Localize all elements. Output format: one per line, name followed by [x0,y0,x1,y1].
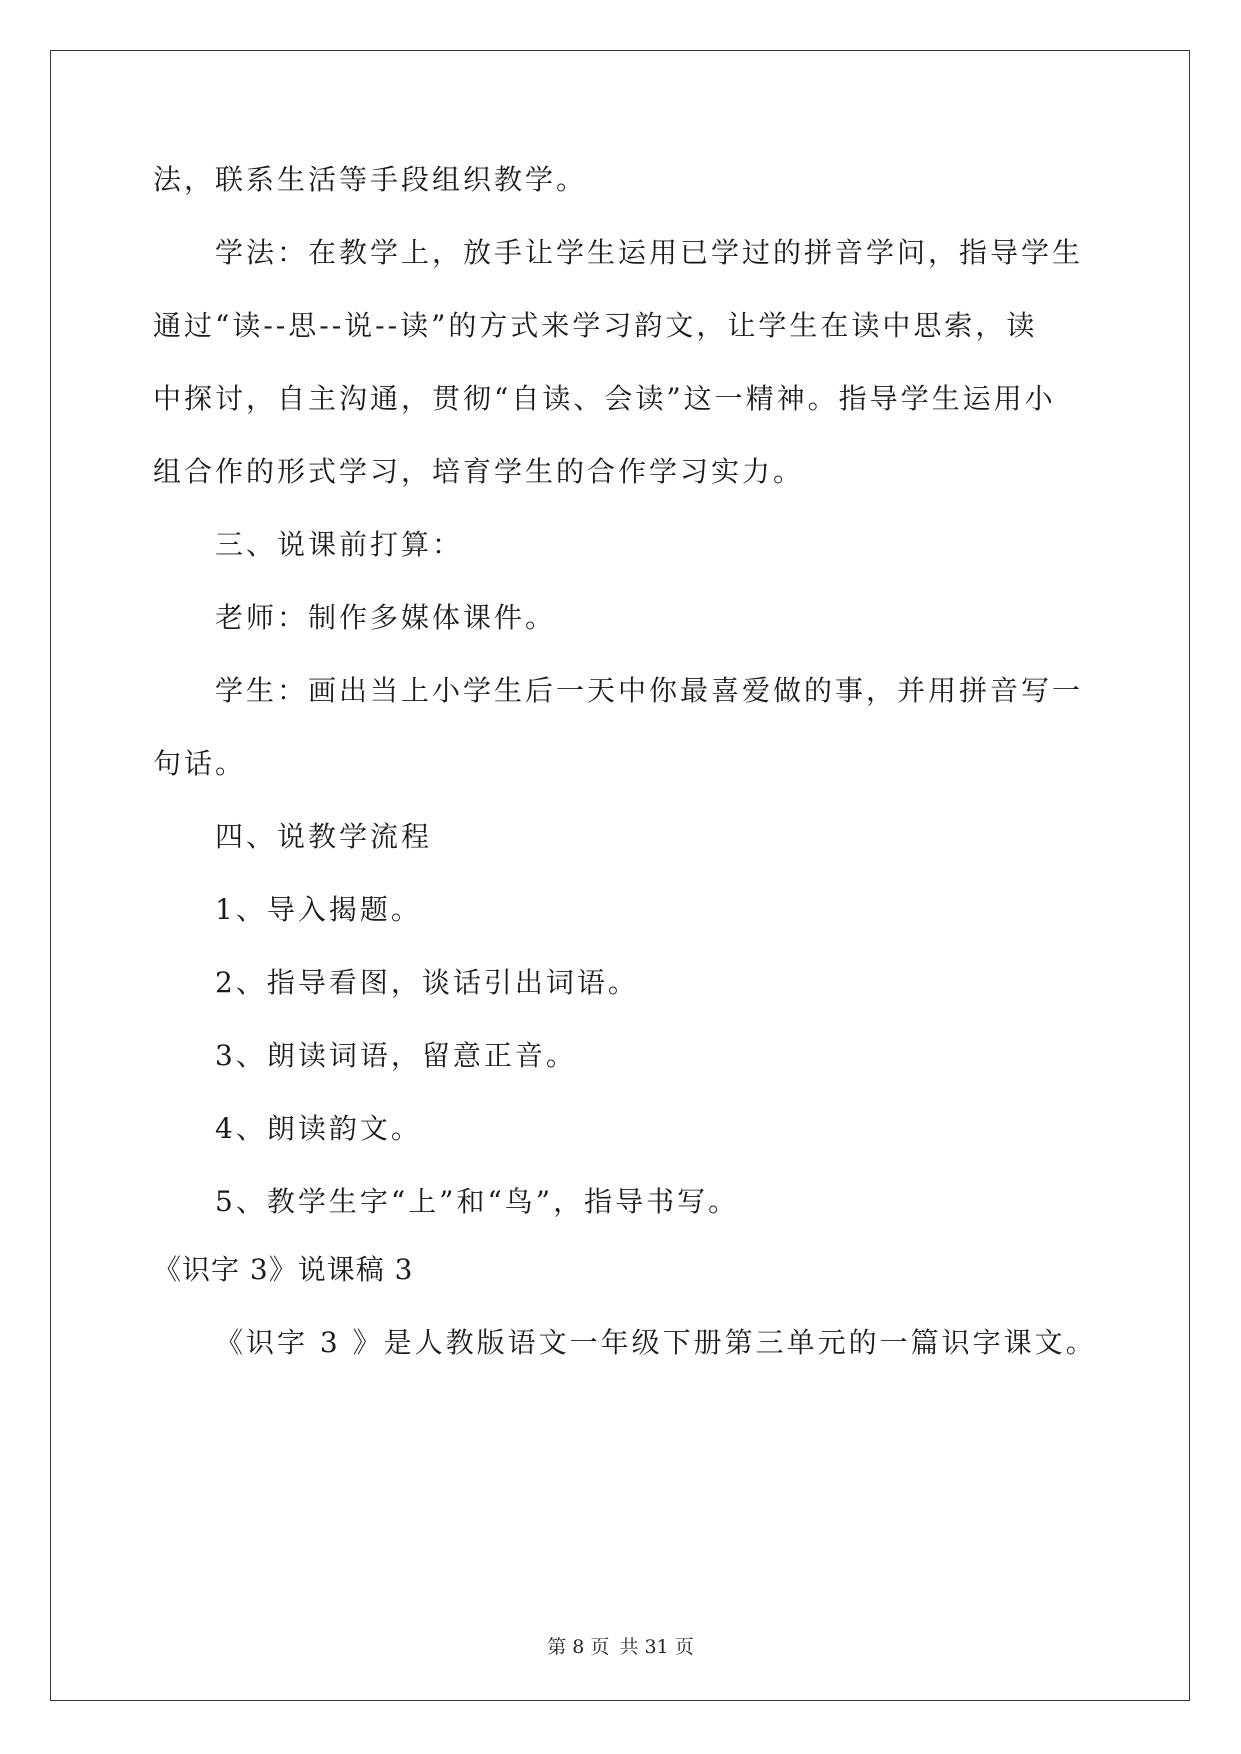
page-total: 共 31 页 [619,1636,694,1658]
page-footer [0,1632,1241,1659]
list-item: 2、指导看图，谈话引出词语。 [215,966,639,999]
text-line: 句话。 [153,747,247,780]
text-line: 中探讨，自主沟通，贯彻“自读、会读”这一精神。指导学生运用小 [153,382,1056,415]
text-line: 法，联系生活等手段组织教学。 [153,163,588,196]
document-title: 《识字 3》说课稿 3 [153,1253,414,1286]
text-line: 学法：在教学上，放手让学生运用已学过的拼音学问，指导学生 [215,236,1084,269]
text-line: 老师：制作多媒体课件。 [215,601,557,634]
list-item: 3、朗读词语，留意正音。 [215,1039,577,1072]
section-heading: 三、说课前打算： [215,528,464,561]
list-item: 5、教学生字“上”和“鸟”，指导书写。 [215,1185,740,1218]
section-heading: 四、说教学流程 [215,820,433,853]
text-line: 学生：画出当上小学生后一天中你最喜爱做的事，并用拼音写一 [215,674,1084,707]
text-line: 《识字 3 》是人教版语文一年级下册第三单元的一篇识字课文。 [215,1326,1097,1359]
text-line: 通过“读--思--说--读”的方式来学习韵文，让学生在读中思索，读 [153,309,1038,342]
list-item: 1、导入揭题。 [215,893,422,926]
list-item: 4、朗读韵文。 [215,1112,422,1145]
page-border [50,50,1190,1701]
text-line: 组合作的形式学习，培育学生的合作学习实力。 [153,455,805,488]
page-number: 第 8 页 [547,1636,610,1658]
